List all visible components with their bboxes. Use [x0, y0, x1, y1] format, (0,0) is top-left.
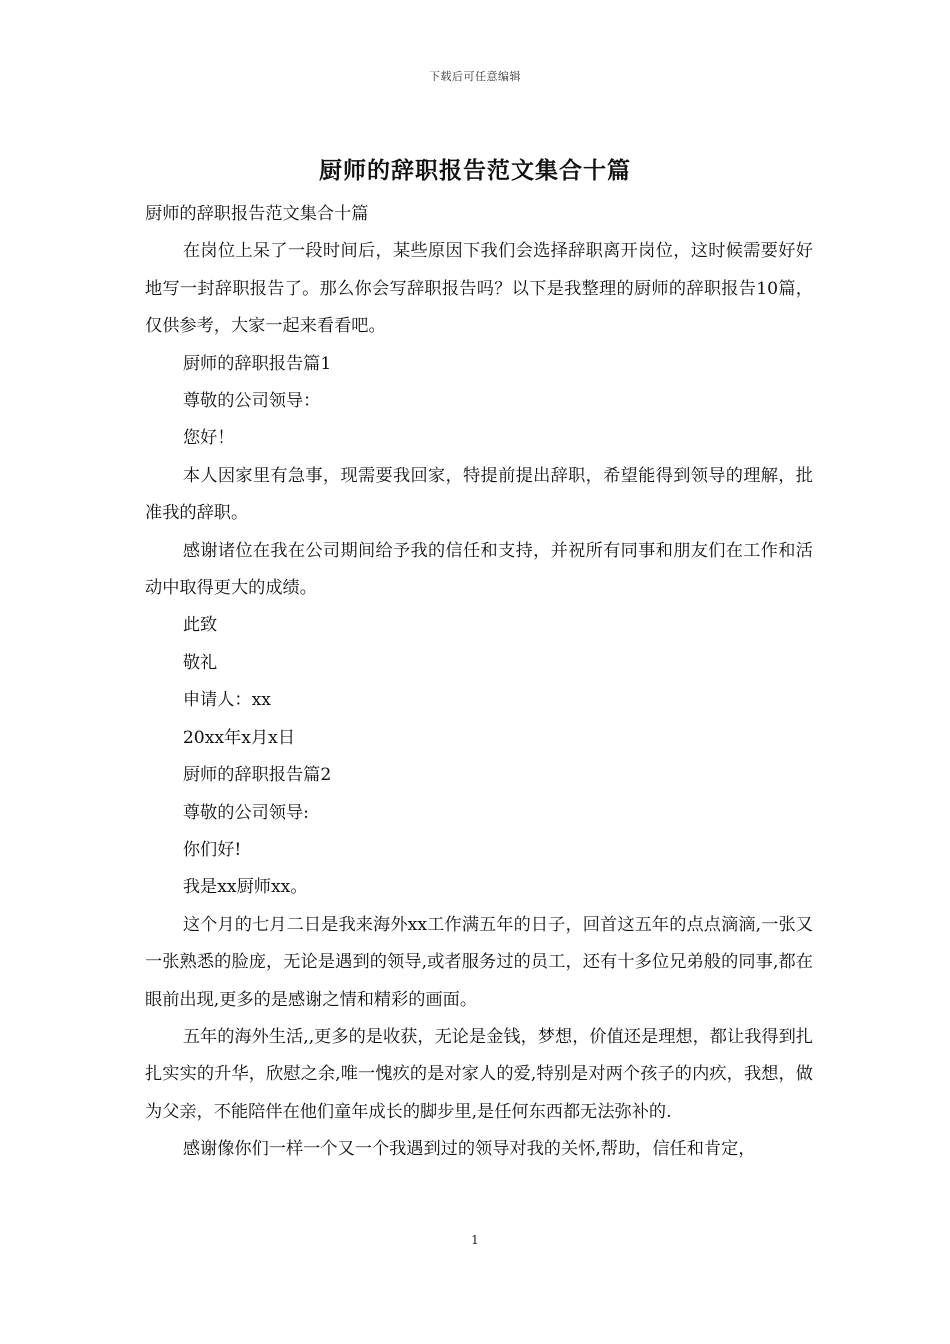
salutation: 尊敬的公司领导：	[182, 391, 321, 412]
section-heading: 厨师的辞职报告篇2	[182, 765, 332, 786]
section-heading: 厨师的辞职报告篇1	[182, 353, 332, 374]
date: 20xx年x月x日	[182, 727, 296, 748]
header-note: 下载后可任意编辑	[429, 70, 521, 83]
greeting: 你们好!	[182, 839, 242, 860]
paragraph: 本人因家里有急事，现需要我回家，特提前提出辞职，希望能得到领导的理解，批准我的辞职。	[145, 465, 813, 524]
closing: 此致	[182, 615, 218, 636]
paragraph: 我是xx厨师xx。	[182, 877, 308, 898]
paragraph: 感谢像你们一样一个又一个我遇到过的领导对我的关怀,帮助，信任和肯定，	[182, 1139, 756, 1160]
paragraph: 在岗位上呆了一段时间后，某些原因下我们会选择辞职离开岗位，这时候需要好好地写一封辞职报告了。那么你会写辞职报告吗？以下是我整理的厨师的辞职报告10篇，仅供参考，大家一起来看看吧。	[145, 241, 813, 337]
page-number: 1	[471, 1233, 479, 1247]
document-body	[145, 196, 813, 1169]
paragraph: 厨师的辞职报告范文集合十篇	[145, 204, 369, 224]
paragraph: 感谢诸位在我在公司期间给予我的信任和支持，并祝所有同事和朋友们在工作和活动中取得更大的成绩。	[145, 540, 813, 599]
greeting: 您好！	[182, 428, 235, 449]
salutation: 尊敬的公司领导:	[182, 802, 309, 823]
closing: 敬礼	[182, 652, 218, 673]
document-title: 厨师的辞职报告范文集合十篇	[319, 157, 631, 184]
paragraph: 这个月的七月二日是我来海外xx工作满五年的日子，回首这五年的点点滴滴,一张又一张熟悉的脸庞，无论是遇到的领导,或者服务过的员工，还有十多位兄弟般的同事,都在眼前出现,更多的是感谢之情和精彩的画面。	[145, 914, 813, 1010]
paragraph: 五年的海外生活,,更多的是收获，无论是金钱，梦想，价值还是理想，都让我得到扎扎实实的升华，欣慰之余,唯一愧疚的是对家人的爱,特别是对两个孩子的内疚，我想，做为父亲，不能陪伴在他们童年成长的脚步里,是任何东西都无法弥补的.	[145, 1026, 813, 1122]
applicant: 申请人：xx	[182, 690, 271, 711]
